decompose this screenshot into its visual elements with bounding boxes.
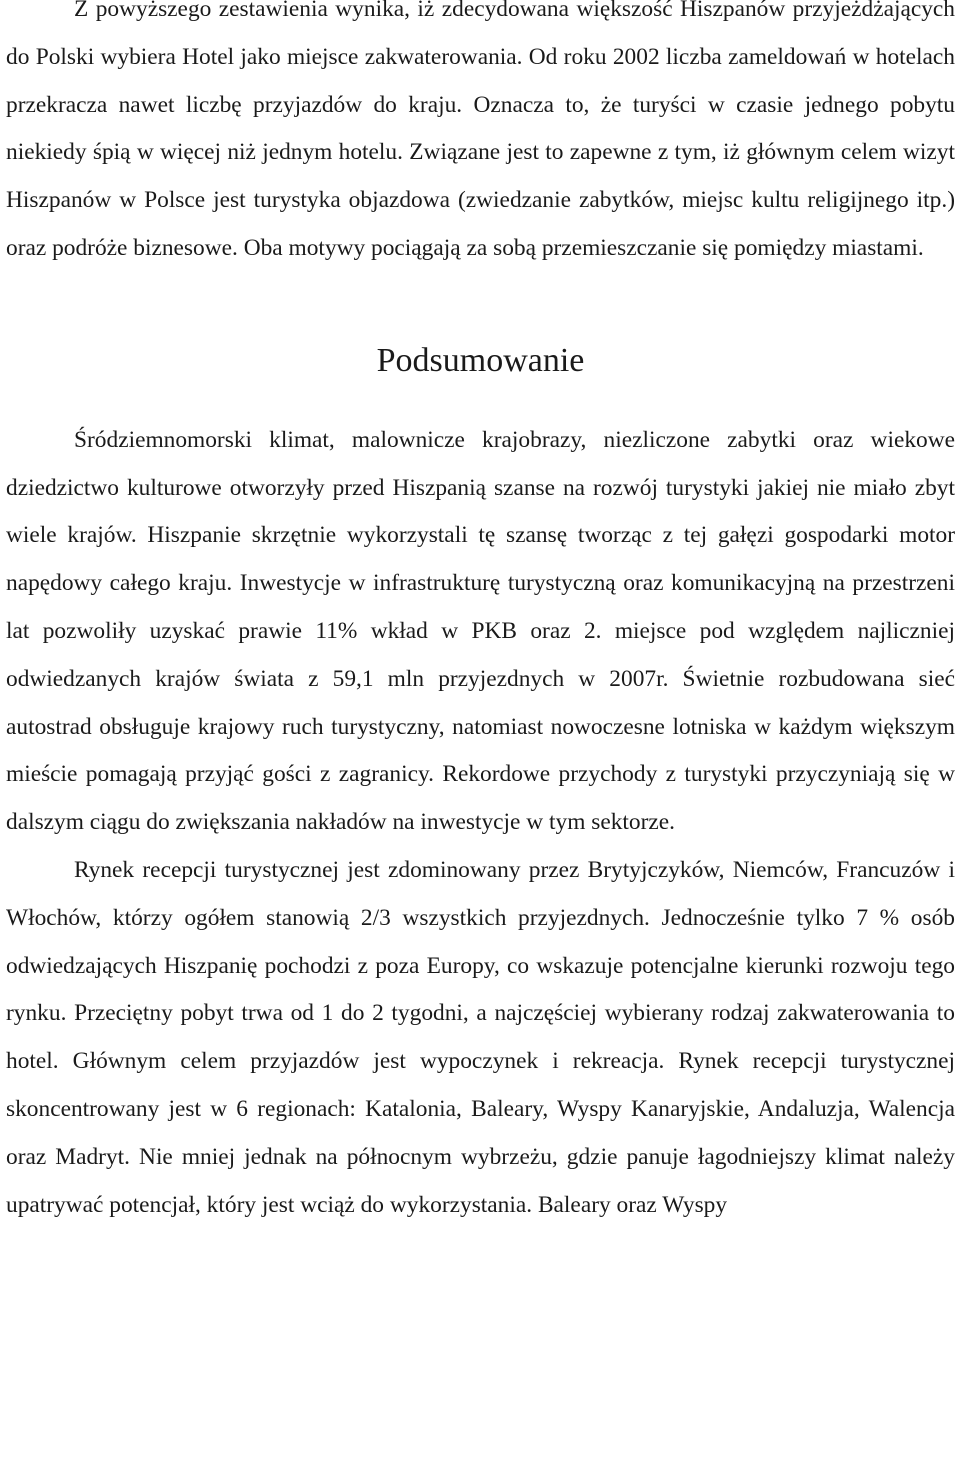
section-spacer: [6, 273, 955, 321]
document-page: [6, 0, 955, 1229]
paragraph-hotel-stays: Z powyższego zestawienia wynika, iż zdecydowana większość Hiszpanów przyjeżdżających do Polski wybiera Hotel jako miejsce zakwaterowania. Od roku 2002 liczba zameldowań w hotelach przekracza nawet liczbę przyjazdów do kraju. Oznacza to, że turyści w czasie jednego pobytu niekiedy śpią w więcej niż jednym hotelu. Związane jest to zapewne z tym, iż głównym celem wizyt Hiszpanów w Polsce jest turystyka objazdowa (zwiedzanie zabytków, miejsc kultu religijnego itp.) oraz podróże biznesowe. Oba motywy pociągają za sobą przemieszczanie się pomiędzy miastami.: [6, 0, 955, 261]
paragraph-market: Rynek recepcji turystycznej jest zdominowany przez Brytyjczyków, Niemców, Francuzów i Włochów, którzy ogółem stanowią 2/3 wszystkich przyjezdnych. Jednocześnie tylko 7 % osób odwiedzających Hiszpanię pochodzi z poza Europy, co wskazuje potencjalne kierunki rozwoju tego rynku. Przeciętny pobyt trwa od 1 do 2 tygodni, a najczęściej wybierany rodzaj zakwaterowania to hotel. Głównym celem przyjazdów jest wypoczynek i rekreacja. Rynek recepcji turystycznej skoncentrowany jest w 6 regionach: Katalonia, Baleary, Wyspy Kanaryjskie, Andaluzja, Walencja oraz Madryt. Nie mniej jednak na północnym wybrzeżu, gdzie panuje łagodniejszy klimat należy upatrywać potencjał, który jest wciąż do wykorzystania. Baleary oraz Wyspy: [6, 856, 955, 1218]
section-heading: Podsumowanie: [376, 341, 585, 379]
paragraph-summary: Śródziemnomorski klimat, malownicze krajobrazy, niezliczone zabytki oraz wiekowe dziedzictwo kulturowe otworzyły przed Hiszpanią szanse na rozwój turystyki jakiej nie miało zbyt wiele krajów. Hiszpanie skrzętnie wykorzystali tę szansę tworząc z tej gałęzi gospodarki motor napędowy całego kraju. Inwestycje w infrastrukturę turystyczną oraz komunikacyjną na przestrzeni lat pozwoliły uzyskać prawie 11% wkład w PKB oraz 2. miejsce pod względem najliczniej odwiedzanych krajów świata z 59,1 mln przyjezdnych w 2007r. Świetnie rozbudowana sieć autostrad obsługuje krajowy ruch turystyczny, natomiast nowoczesne lotniska w każdym większym mieście pomagają przyjąć gości z zagranicy. Rekordowe przychody z turystyki przyczyniają się w dalszym ciągu do zwiększania nakładów na inwestycje w tym sektorze.: [6, 426, 955, 836]
